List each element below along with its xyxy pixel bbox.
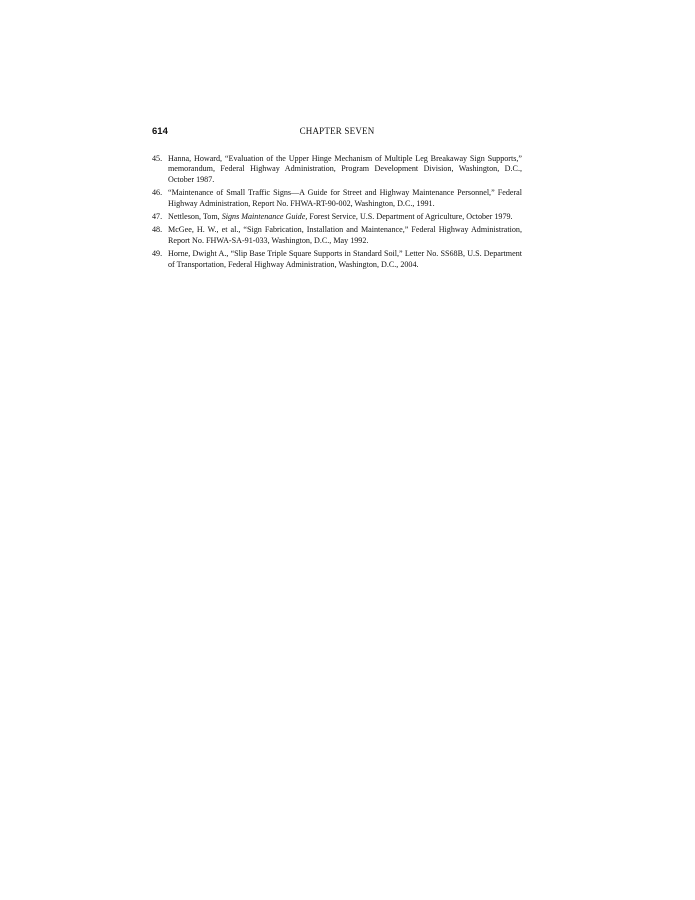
page-header (152, 126, 522, 142)
reference-item (152, 212, 522, 222)
reference-number: 46. (152, 188, 163, 198)
reference-text-lead: Nettleson, Tom, (168, 212, 222, 222)
page-number: 614 (152, 126, 168, 137)
document-page (152, 126, 522, 273)
reference-number: 47. (152, 212, 163, 222)
chapter-title: CHAPTER SEVEN (299, 126, 375, 136)
reference-item (152, 154, 522, 185)
reference-number: 45. (152, 154, 163, 163)
reference-number: 48. (152, 225, 163, 235)
reference-text (168, 212, 522, 222)
reference-text-tail: Forest Service, U.S. Department of Agriculture, October 1979. (307, 212, 513, 222)
reference-text: McGee, H. W., et al., “Sign Fabrication, Installation and Maintenance,” Federal Highway Administration, Report No. FHWA-SA-91-033, Washington, D.C., May 1992. (168, 225, 522, 245)
reference-title-italic: Signs Maintenance Guide, (221, 212, 308, 222)
reference-text: “Maintenance of Small Traffic Signs—A Guide for Street and Highway Maintenance Personnel,” Federal Highway Administration, Report No. FHWA-RT-90-002, Washington, D.C., 1991. (168, 188, 522, 208)
reference-list (152, 154, 522, 270)
reference-number: 49. (152, 249, 163, 259)
reference-item (152, 188, 522, 209)
reference-item (152, 225, 522, 246)
reference-text: Hanna, Howard, “Evaluation of the Upper Hinge Mechanism of Multiple Leg Breakaway Sign Supports,” memorandum, Federal Highway Administration, Program Development Division, Washington, D.C., October 1987. (168, 154, 522, 184)
reference-text: Horne, Dwight A., “Slip Base Triple Square Supports in Standard Soil,” Letter No. SS68B, U.S. Department of Transportation, Federal Highway Administration, Washington, D.C., 2004. (168, 249, 522, 269)
reference-item (152, 249, 522, 270)
